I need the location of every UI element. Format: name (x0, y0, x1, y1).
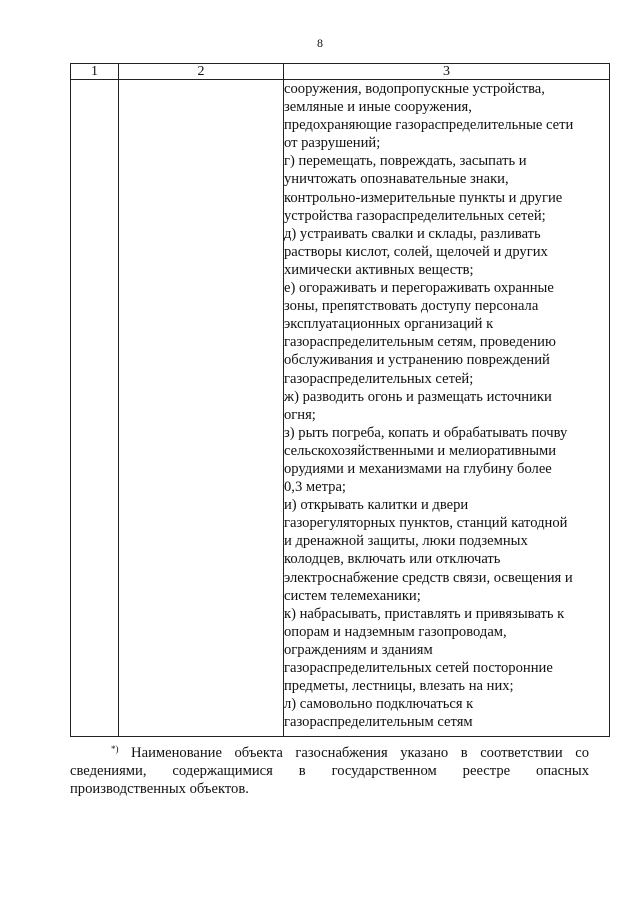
text-line: л) самовольно подключаться к (284, 696, 474, 713)
column-header-2: 2 (119, 64, 284, 80)
text-line: растворы кислот, солей, щелочей и других (284, 243, 548, 260)
footnote-text-1: Наименование объекта газоснабжения указано в соответствии со (131, 745, 589, 761)
text-line: обслуживания и устранению повреждений (284, 352, 550, 369)
text-line: з) рыть погреба, копать и обрабатывать почву (284, 424, 568, 441)
footnote-marker: *) (111, 744, 119, 754)
text-line: сооружения, водопропускные устройства, (284, 81, 545, 97)
text-line: систем телемеханики; (284, 587, 421, 604)
table-row (71, 80, 610, 737)
text-line: 0,3 метра; (284, 479, 346, 496)
text-line: электроснабжение средств связи, освещения и (284, 569, 573, 586)
text-line: и дренажной защиты, люки подземных (284, 533, 528, 550)
text-line: химически активных веществ; (284, 261, 474, 278)
text-line: к) набрасывать, приставлять и привязывать к (284, 605, 565, 622)
text-line: эксплуатационных организаций к (284, 316, 494, 333)
text-line: орудиями и механизмами на глубину более (284, 460, 552, 477)
text-line: газораспределительным сетям (284, 714, 473, 731)
text-line: земляные и иные сооружения, (284, 99, 472, 116)
text-line: газораспределительных сетей; (284, 370, 474, 387)
text-line: газорегуляторных пунктов, станций катодной (284, 515, 568, 532)
column-header-1: 1 (71, 64, 119, 80)
cell-column-2 (119, 80, 284, 737)
text-line: и) открывать калитки и двери (284, 497, 469, 514)
text-line: от разрушений; (284, 135, 381, 152)
column-header-3: 3 (284, 64, 610, 80)
text-line: ограждениям и зданиям (284, 641, 433, 658)
cell-column-1 (71, 80, 119, 737)
text-line: огня; (284, 406, 316, 423)
footnote-line-2: сведениями, содержащимися в государственном реестре опасных (70, 763, 589, 779)
table-header-row (71, 64, 610, 80)
text-line: контрольно-измерительные пункты и другие (284, 189, 563, 206)
text-line: д) устраивать свалки и склады, разливать (284, 225, 541, 242)
text-line: ж) разводить огонь и размещать источники (284, 388, 552, 405)
text-line: колодцев, включать или отключать (284, 551, 501, 568)
text-line: зоны, препятствовать доступу персонала (284, 298, 539, 315)
text-line: предметы, лестницы, влезать на них; (284, 678, 514, 695)
footnote (70, 740, 589, 798)
requirements-table (70, 63, 610, 737)
text-line: е) огораживать и перегораживать охранные (284, 280, 554, 297)
footnote-line-3: производственных объектов. (70, 781, 249, 797)
text-line: газораспределительным сетям, проведению (284, 334, 556, 351)
text-line: устройства газораспределительных сетей; (284, 207, 546, 224)
text-line: газораспределительных сетей посторонние (284, 660, 553, 676)
footnote-line-1 (70, 740, 589, 762)
text-line: сельскохозяйственными и мелиоративными (284, 442, 557, 459)
text-line: предохраняющие газораспределительные сети (284, 117, 574, 134)
text-line: г) перемещать, повреждать, засыпать и (284, 153, 527, 170)
text-line: опорам и надземным газопроводам, (284, 623, 507, 640)
page-number: 8 (317, 36, 323, 50)
cell-column-3 (284, 80, 610, 737)
text-line: уничтожать опознавательные знаки, (284, 171, 509, 188)
